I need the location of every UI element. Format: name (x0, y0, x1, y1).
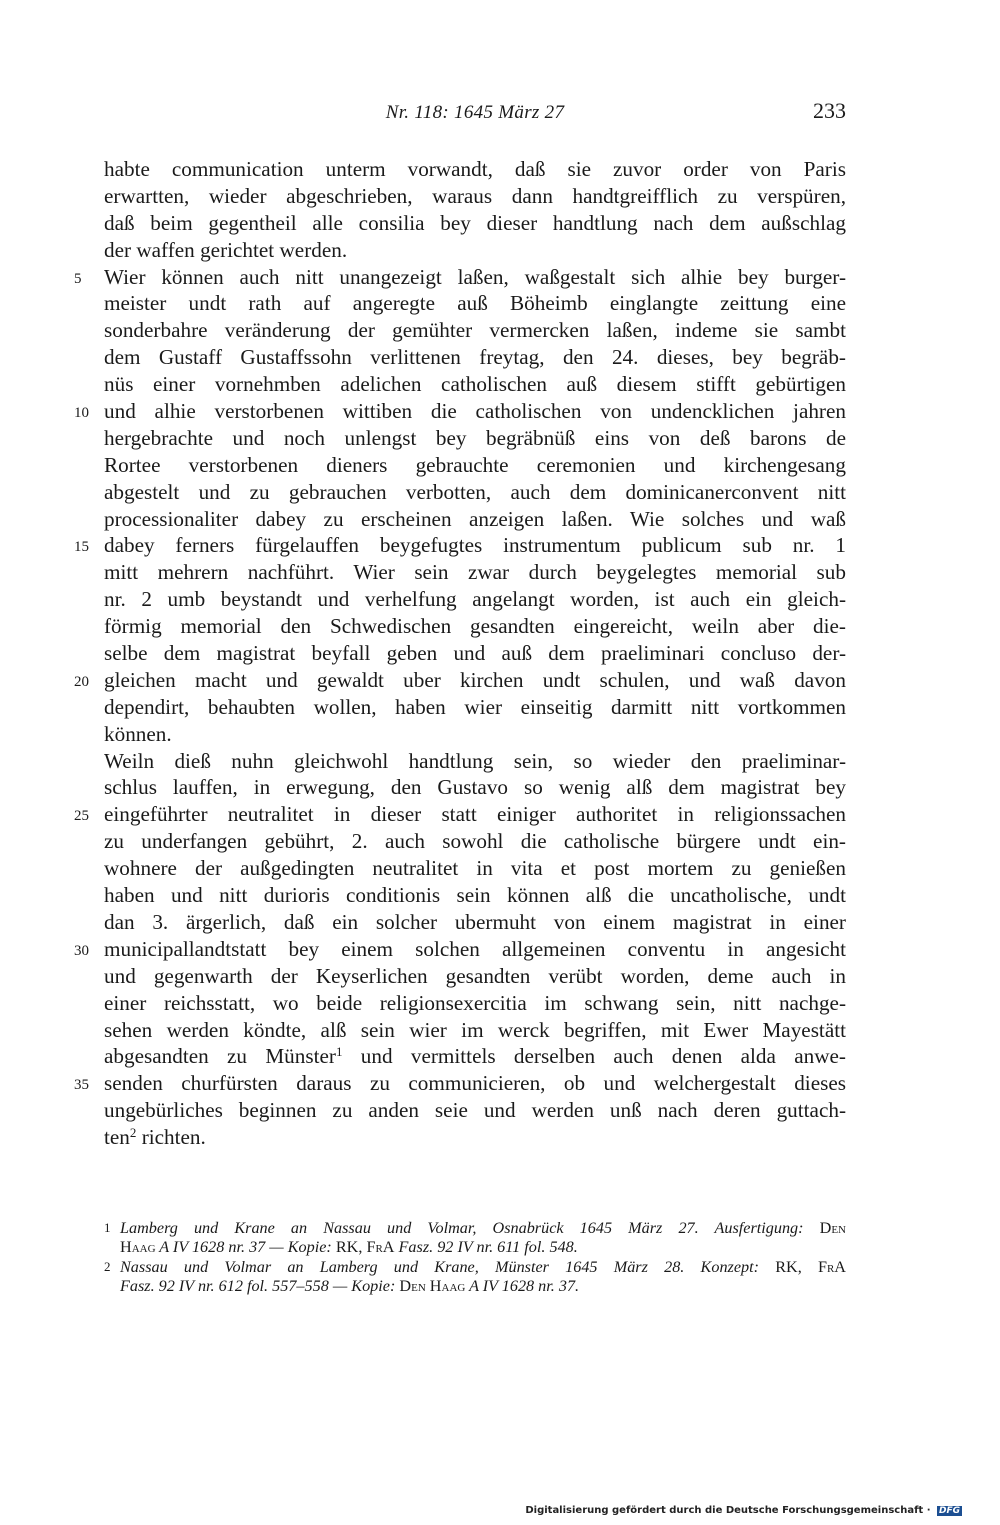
text-line (104, 425, 846, 452)
line-text: dabey ferners fürgelauffen beygefugtes instrumentum publicum sub nr. 1 (104, 533, 846, 558)
text-line (74, 801, 846, 828)
text-line (104, 1043, 846, 1070)
line-text: einer reichsstatt, wo beide religionsexercitia im schwang sein, nitt nachge- (104, 990, 846, 1015)
page-number: 233 (813, 98, 846, 123)
text-line (104, 156, 846, 183)
footnote-ref: 2 (129, 1125, 137, 1141)
line-text: können. (104, 721, 172, 746)
footnote-segment: Haag (120, 1238, 156, 1257)
footnote-segment: FrA (366, 1238, 395, 1257)
footnote-segment: FrA (817, 1257, 846, 1276)
line-text: nüs einer vornehmben adelichen catholischen auß diesem stifft gebürtigen (104, 372, 846, 397)
line-text: Weiln dieß nuhn gleichwohl handtlung sein, so wieder den praeliminar- (104, 748, 846, 773)
text-line (104, 1124, 846, 1151)
footnote-segment: A IV 1628 nr. 37. (465, 1277, 580, 1296)
line-number: 20 (74, 673, 89, 690)
text-line (104, 237, 846, 264)
line-text: gleichen macht und gewaldt uber kirchen undt schulen, und waß davon (104, 667, 846, 692)
text-line (104, 210, 846, 237)
dfg-logo: DFG (938, 1506, 960, 1516)
footnote-segment: Nassau und Volmar an Lamberg und Krane, Münster 1645 März 28. Konzept: (120, 1257, 760, 1276)
line-text-continued: und vermittels derselben auch denen alda anwe- (342, 1044, 846, 1069)
line-text: abgesandten zu Münster (104, 1044, 336, 1069)
footnote-segment: A IV 1628 nr. 37 — Kopie: (155, 1238, 332, 1257)
line-text: abgestelt und zu gebrauchen verbotten, auch dem dominicanerconvent nitt (104, 479, 846, 504)
credit-text: Digitalisierung gefördert durch die Deutsche Forschungsgemeinschaft · (525, 1505, 931, 1516)
line-text: mitt mehrern nachführt. Wier sein zwar durch beygelegtes memorial sub (104, 560, 846, 585)
line-text: habte communication unterm vorwandt, daß sie zuvor order von Paris (104, 157, 846, 181)
line-number: 25 (74, 808, 89, 825)
text-line (104, 183, 846, 210)
footnote-line (104, 1258, 846, 1277)
line-text: wohnere der außgedingten neutralitet in vita et post mortem zu genießen (104, 856, 846, 881)
line-text: dependirt, behaubten wollen, haben wier einseitig darmitt nitt vortkommen (104, 694, 846, 719)
footnote-segment: RK, (759, 1257, 818, 1276)
line-text: processionaliter dabey zu erscheinen anzeigen laßen. Wie solches und waß (104, 506, 846, 531)
text-line (104, 1097, 846, 1124)
footnote-line (104, 1238, 846, 1257)
line-number: 30 (74, 942, 89, 959)
footnote-segment: Fasz. 92 IV nr. 611 fol. 548. (394, 1238, 578, 1257)
text-line (104, 559, 846, 586)
line-text: municipallandtstatt bey einem solchen allgemeinen conventu in angesicht (104, 936, 846, 961)
text-line (74, 936, 846, 963)
line-text: haben und nitt durioris conditionis sein können alß die uncatholische, undt (104, 883, 846, 908)
footnote-line (104, 1219, 846, 1238)
line-text: meister undt rath auf angeregte auß Böheimb einglangte zeittung eine (104, 291, 846, 316)
line-text: der waffen gerichtet werden. (104, 237, 348, 262)
line-text: ungebürliches beginnen zu anden seie und werden unß nach deren guttach- (104, 1098, 846, 1123)
line-number: 10 (74, 405, 89, 422)
line-text: zu underfangen gebührt, 2. auch sowohl die catholische bürgere undt ein- (104, 829, 846, 854)
line-text: Wier können auch nitt unangezeigt laßen, waßgestalt sich alhie bey burger- (104, 264, 846, 289)
line-text: dan 3. ärgerlich, daß ein solcher ubermuht von einem magistrat in einer (104, 909, 846, 934)
text-line (104, 774, 846, 801)
footnote-segment: Den Haag (395, 1277, 466, 1296)
text-line (104, 828, 846, 855)
footnote-segment: Fasz. 92 IV nr. 612 fol. 557–558 — Kopie: (120, 1277, 396, 1296)
text-line (104, 371, 846, 398)
page-title: Nr. 118: 1645 März 27 (385, 102, 565, 123)
footnote-line (104, 1277, 846, 1296)
text-line (104, 1017, 846, 1044)
line-text: und alhie verstorbenen wittiben die catholischen von undencklichen jahren (104, 399, 846, 424)
text-line (74, 667, 846, 694)
line-text: sonderbahre veränderung der gemühter vermercken laßen, indeme sie sambt (104, 318, 846, 343)
line-text: selbe dem magistrat beyfall geben und auß dem praeliminari concluso der- (104, 641, 846, 666)
text-line (104, 694, 846, 721)
text-line (74, 532, 846, 559)
text-line (104, 479, 846, 506)
line-text: und gegenwarth der Keyserlichen gesandten verübt worden, deme auch in (104, 963, 846, 988)
line-number: 15 (74, 539, 89, 556)
text-line (74, 264, 846, 291)
text-line (104, 613, 846, 640)
text-line (104, 290, 846, 317)
text-line (104, 452, 846, 479)
footnote-segment: RK, (331, 1238, 367, 1257)
line-text: hergebrachte und noch unlengst bey begräbnüß eins von deß barons de (104, 425, 846, 450)
text-line (74, 1070, 846, 1097)
footnote-segment: Den (803, 1219, 846, 1237)
line-text: dem Gustaff Gustaffssohn verlittenen freytag, den 24. dieses, bey begräb- (104, 345, 846, 370)
text-line (104, 640, 846, 667)
footnote-number: 2 (104, 1258, 111, 1274)
text-line (104, 344, 846, 371)
text-line (104, 748, 846, 775)
line-text: nr. 2 umb beystandt und verhelfung angelangt worden, ist auch ein gleich- (104, 587, 846, 612)
line-text: ten (104, 1125, 130, 1150)
text-line (74, 398, 846, 425)
line-text: schlus lauffen, in erwegung, den Gustavo so wenig alß dem magistrat bey (104, 775, 846, 800)
line-text: Rortee verstorbenen dieners gebrauchte ceremonien und kirchengesang (104, 452, 846, 477)
text-line (104, 855, 846, 882)
text-line (104, 909, 846, 936)
dfg-credit (525, 1505, 962, 1516)
text-line (104, 317, 846, 344)
line-text: erwartten, wieder abgeschrieben, waraus dann handtgreifflich zu verspüren, (104, 183, 846, 208)
line-text: senden churfürsten daraus zu communicieren, ob und welchergestalt dieses (104, 1071, 846, 1096)
text-line (104, 721, 846, 748)
footnote-number: 1 (104, 1220, 111, 1235)
line-number: 35 (74, 1077, 89, 1094)
line-number: 5 (74, 270, 82, 287)
text-line (104, 882, 846, 909)
main-text (74, 156, 846, 1151)
text-line (104, 586, 846, 613)
line-text: förmig memorial den Schwedischen gesandten eingereicht, weiln aber die- (104, 614, 846, 639)
running-header (104, 98, 846, 134)
footnote-segment: Lamberg und Krane an Nassau und Volmar, Osnabrück 1645 März 27. Ausfertigung: (120, 1219, 804, 1237)
line-text: eingeführter neutralitet in dieser statt einiger authoritet in religionssachen (104, 802, 846, 827)
footnotes (104, 1219, 846, 1297)
text-line (104, 506, 846, 533)
line-text: daß beim gegentheil alle consilia bey dieser handtlung nach dem außschlag (104, 210, 846, 235)
text-line (104, 990, 846, 1017)
footnote-ref: 1 (335, 1044, 343, 1060)
text-line (104, 963, 846, 990)
line-text: sehen werden köndte, alß sein wier im werck begriffen, mit Ewer Mayestätt (104, 1017, 846, 1042)
line-text-continued: richten. (136, 1125, 206, 1150)
